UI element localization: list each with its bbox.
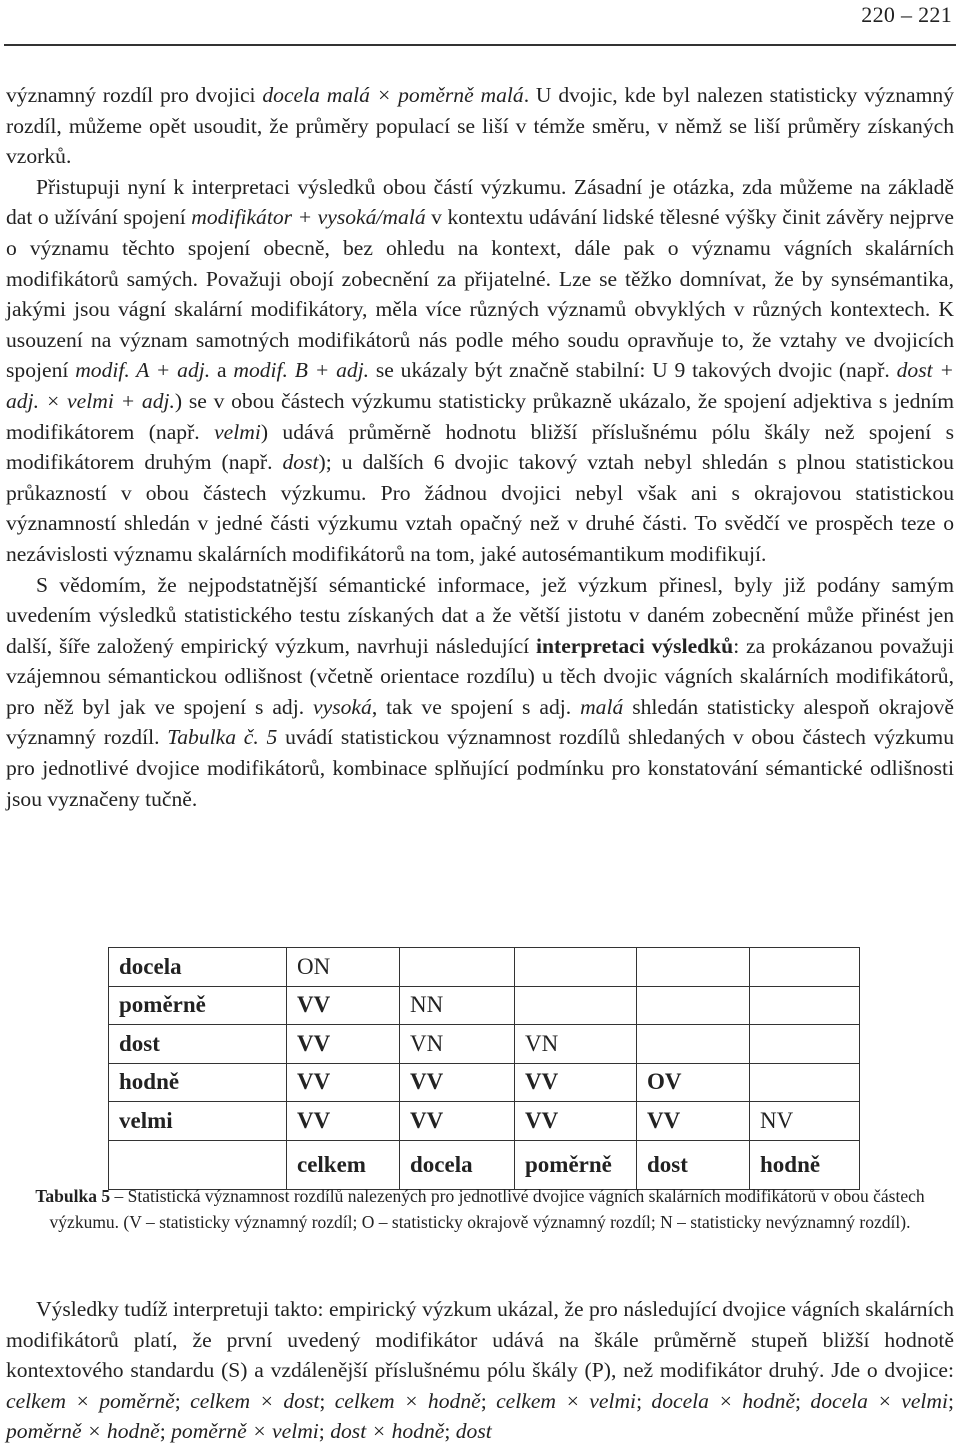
italic-text: modifikátor + vysoká/malá: [191, 205, 426, 230]
results-table-wrapper: [108, 947, 860, 1190]
text-run: významný rozdíl pro dvojici: [6, 83, 263, 107]
text-run: ); u dalších 6 dvojic takový vztah nebyl shledán s plnou statistickou průkazností v obou částech výzkumu. Pro žádnou dvojici nebyl však ani s okrajovou statistickou významností shledán v jedné části výzkumu vztah opačný než v druhé části. To svědčí ve prospěch teze o nezávislosti významu skalárních modifikátorů na tom, jaké autosémantikum modifikují.: [6, 450, 954, 566]
row-label: hodně: [109, 1063, 287, 1102]
bold-text: interpretaci výsledků: [536, 633, 734, 658]
table-cell: VV: [287, 1102, 400, 1141]
row-label: dost: [109, 1025, 287, 1064]
text-run: : za prokázanou považuji vzájemnou sémantickou odlišnost (včetně orientace rozdílu) u těch dvojic vágních skalárních modifikátorů, pro něž byl jak ve spojení s adj.: [6, 633, 954, 719]
table-cell: NN: [400, 986, 515, 1025]
table-row: [109, 1063, 860, 1102]
text-run: Výsledky tudíž interpretuji takto: empirický výzkum ukázal, že pro následující dvojice vágních skalárních modifikátorů platí, že první uvedený modifikátor udává na škále průměrně stupeň bližší hodnotě kontextového standardu (S) a vzdálenější příslušnému pólu škály (P), než modifikátor druhý. Jde o dvojice:: [6, 1297, 954, 1383]
italic-text: dost + adj. × velmi + adj.: [6, 358, 954, 413]
italic-text: celkem × dost: [190, 1388, 320, 1413]
table-cell: OV: [637, 1063, 750, 1102]
paragraph: [6, 172, 954, 570]
table-cell: [515, 986, 637, 1025]
text-run: . U dvojic, kde byl nalezen statisticky významný rozdíl, můžeme opět usoudit, že průměry populací se liší v témže směru, v němž se liší průměry získaných vzorků.: [6, 83, 955, 169]
text-run: ;: [174, 1388, 191, 1413]
table-cell: VV: [287, 1025, 400, 1064]
italic-text: velmi: [214, 419, 261, 444]
table-cell: [637, 986, 750, 1025]
text-run: Přistupuji nyní k interpretaci výsledků obou částí výzkumu. Zásadní je otázka, zda můžeme na základě dat o užívání spojení: [6, 174, 954, 230]
table-row: [109, 948, 860, 987]
table-cell: [637, 1025, 750, 1064]
table-cell: VV: [400, 1102, 515, 1141]
row-label: docela: [109, 948, 287, 987]
italic-text: malá: [580, 694, 624, 719]
text-run: shledán statisticky alespoň okrajově významný rozdíl.: [6, 694, 954, 750]
text-run: ;: [948, 1388, 955, 1413]
table-cell: [515, 948, 637, 987]
paragraph: [6, 1294, 954, 1447]
table-row: [109, 986, 860, 1025]
empty-corner-cell: [109, 1140, 287, 1189]
italic-text: celkem × velmi: [496, 1388, 637, 1413]
italic-text: dost: [282, 450, 319, 475]
text-run: ;: [480, 1388, 497, 1413]
table-cell: [637, 948, 750, 987]
row-label: poměrně: [109, 986, 287, 1025]
table-cell: [750, 1063, 860, 1102]
table-cell: [750, 986, 860, 1025]
text-run: se ukázaly být značně stabilní: U 9 takových dvojic (např.: [369, 358, 897, 383]
table-cell: VV: [515, 1063, 637, 1102]
table-row: [109, 1025, 860, 1064]
column-header: dost: [637, 1140, 750, 1189]
italic-text: vysoká: [313, 694, 372, 719]
table-cell: VV: [515, 1102, 637, 1141]
italic-text: Tabulka č. 5: [167, 725, 278, 750]
body-text-top: [6, 80, 954, 814]
text-run: S vědomím, že nejpodstatnější sémantické informace, jež výzkum přinesl, byly již podány samým uvedením výsledků statistického testu získaných dat a že větší jistotu v daném zobecnění může přinést jen další, šíře založený empirický výzkum, navrhuji následující: [6, 572, 954, 658]
table-caption: [6, 1183, 954, 1235]
page-number: 220 – 221: [861, 2, 952, 27]
text-run: , tak ve spojení s adj.: [371, 694, 581, 719]
italic-text: docela × hodně: [651, 1388, 796, 1413]
table-cell: VV: [287, 1063, 400, 1102]
table-cell: [400, 948, 515, 987]
results-table: [108, 947, 860, 1190]
column-header: docela: [400, 1140, 515, 1189]
text-run: ;: [318, 1419, 331, 1444]
text-run: ) se v obou částech výzkumu statisticky průkazně ukázalo, že spojení adjektiva s jedním modifikátorem (např.: [6, 388, 954, 444]
text-run: ;: [319, 1388, 335, 1413]
text-run: ) udává průměrně hodnotu bližší příslušnému pólu škály než spojení s modifikátorem druhým (např.: [6, 419, 954, 475]
header-rule: [4, 44, 956, 46]
text-run: v kontextu udávání lidské tělesné výšky činit závěry nejprve o významu těchto spojení obecně, bez ohledu na kontext, dále pak o významu vágních skalárních modifikátorů samých. Považuji obojí zobecnění za přijatelné. Lze se těžko domnívat, že by synsémantika, jakými jsou vágní skalární modifikátory, měla více různých významů obvyklých v různých kontextech. K usouzení na význam samotných modifikátorů nás podle mého soudu opravňuje to, že vztahy ve dvojicích spojení: [6, 205, 954, 383]
italic-text: dost × hodně: [330, 1419, 445, 1444]
italic-text: celkem × poměrně: [6, 1388, 175, 1413]
body-text-bottom: [6, 1294, 954, 1447]
table-row: [109, 1102, 860, 1141]
italic-text: poměrně × hodně: [6, 1419, 160, 1444]
table-cell: VN: [515, 1025, 637, 1064]
italic-text: modif. B + adj.: [233, 358, 370, 383]
table-cell: [750, 1025, 860, 1064]
text-run: uvádí statistickou významnost rozdílů shledaných v obou částech výzkumu pro jednotlivé dvojice modifikátorů, kombinace splňující podmínku pro konstatování sémantické odlišnosti jsou vyznačeny tučně.: [6, 725, 955, 811]
italic-text: celkem × hodně: [334, 1388, 481, 1413]
paragraph: [6, 80, 954, 172]
paragraph: [6, 570, 954, 815]
table-cell: VV: [287, 986, 400, 1025]
italic-text: dost: [455, 1419, 492, 1444]
table-cell: [750, 948, 860, 987]
column-header-row: [109, 1140, 860, 1189]
table-cell: VV: [400, 1063, 515, 1102]
row-label: velmi: [109, 1102, 287, 1141]
column-header: hodně: [750, 1140, 860, 1189]
table-cell: VN: [400, 1025, 515, 1064]
italic-text: poměrně × velmi: [171, 1419, 319, 1444]
text-run: ;: [795, 1388, 811, 1413]
italic-text: docela malá × poměrně malá: [262, 83, 524, 107]
italic-text: docela × velmi: [810, 1388, 949, 1413]
column-header: celkem: [287, 1140, 400, 1189]
table-caption-text: – Statistická významnost rozdílů nalezených pro jednotlivé dvojice vágních skalárních modifikátorů v obou částech výzkumu. (V – statisticky významný rozdíl; O – statisticky okrajově významný rozdíl; N – statisticky nevýznamný rozdíl).: [49, 1186, 925, 1232]
table-caption-label: Tabulka 5: [35, 1186, 111, 1206]
table-cell: NV: [750, 1102, 860, 1141]
italic-text: modif. A + adj.: [75, 358, 211, 383]
table-cell: ON: [287, 948, 400, 987]
text-run: ;: [159, 1419, 172, 1444]
table-cell: VV: [637, 1102, 750, 1141]
text-run: ;: [444, 1419, 456, 1444]
text-run: a: [210, 358, 234, 383]
column-header: poměrně: [515, 1140, 637, 1189]
text-run: ;: [636, 1388, 652, 1413]
